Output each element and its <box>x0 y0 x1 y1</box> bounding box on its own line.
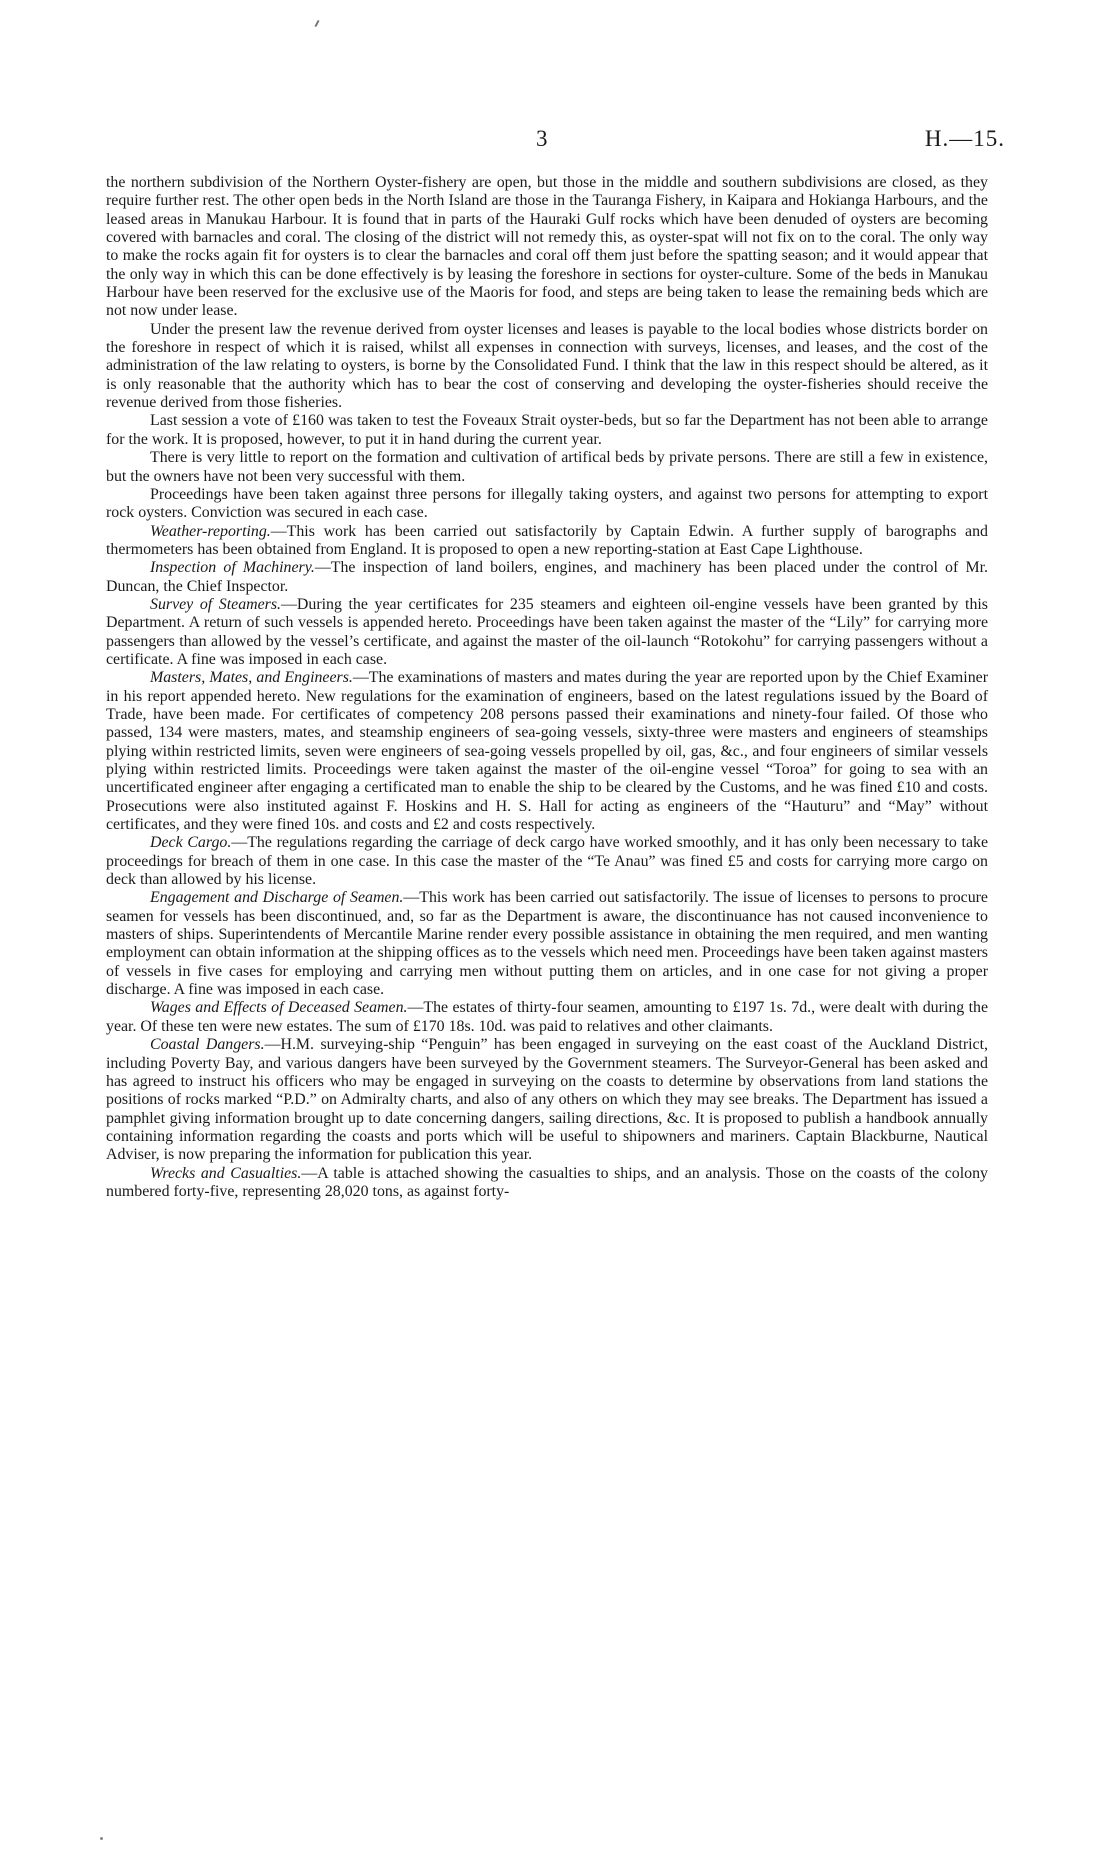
paragraph-text: Proceedings have been taken against three persons for illegally taking oysters, and against two persons for attempting to export rock oysters. Conviction was secured in each case. <box>106 485 988 522</box>
paragraph-text: —H.M. surveying-ship “Penguin” has been engaged in surveying on the east coast of the Auckland District, including Poverty Bay, and various dangers have been surveyed by the Government steamers. The Surveyor-General has been asked and has agreed to instruct his officers who may be engaged in surveying on the coasts to determine by observations from land stations the positions of rocks marked “P.D.” on Admiralty charts, and also of any others on which they may see breaks. The Department has issued a pamphlet giving information brought up to date concerning dangers, sailing directions, &c. It is proposed to publish a handbook annually containing information regarding the coasts and ports which will be useful to shipowners and mariners. Captain Blackburne, Nautical Adviser, is now preparing the information for publication this year. <box>106 1036 988 1164</box>
paragraph-oyster-proceedings <box>106 486 988 523</box>
paragraph-oyster-revenue <box>106 321 988 413</box>
paragraph-text: Last session a vote of £160 was taken to test the Foveaux Strait oyster-beds, but so far the Department has not been able to arrange for the work. It is proposed, however, to put it in hand during the current year. <box>106 412 988 448</box>
paragraph-text: —During the year certificates for 235 steamers and eighteen oil-engine vessels have been granted by this Department. A return of such vessels is appended hereto. Proceedings have been taken against the master of the “Lily” for carrying more passengers than allowed by the vessel’s certificate, and against the master of the oil-launch “Rotokohu” for carrying passengers without a certificate. A fine was imposed in each case. <box>106 595 988 668</box>
paragraph-masters-mates-engineers <box>106 669 988 834</box>
page-number: 3 <box>536 126 548 151</box>
paragraph-text: the northern subdivision of the Northern Oyster-fishery are open, but those in the middle and southern subdivisions are closed, as they require further rest. The other open beds in the North Island are those in the Tauranga Fishery, in Kaipara and Hokianga Harbours, and the leased areas in Manukau Harbour. It is found that in parts of the Hauraki Gulf rocks which have been denuded of oysters are becoming covered with barnacles and coral. The closing of the district will not remedy this, as oyster-spat will not fix on to the coral. The only way to make the rocks again fit for oysters is to clear the barnacles and coral off them just before the spatting season; and it would appear that the only way in which this can be done effectively is by leasing the foreshore in sections for oyster-culture. Some of the beds in Manukau Harbour have been reserved for the exclusive use of the Maoris for food, and steps are being taken to lease the remaining beds which are not now under lease. <box>106 174 988 320</box>
page-header <box>0 126 1114 160</box>
paragraph-text: —The examinations of masters and mates during the year are reported upon by the Chief Examiner in his report appended hereto. New regulations for the examination of engineers, based on the latest regulations issued by the Board of Trade, have been made. For certificates of competency 208 persons passed their examinations and ninety-four failed. Of those who passed, 134 were masters, mates, and steamship engineers of sea-going vessels, sixty-three were masters and engineers of steamships plying within restricted limits, seven were engineers of sea-going vessels propelled by oil, gas, &c., and four engineers of similar vessels plying within restricted limits. Proceedings were taken against the master of the oil-engine vessel “Toroa” for going to sea with an uncertificated engineer after engaging a certificated man to enable the ship to be cleared by the Customs, and he was fined £10 and costs. Prosecutions were also instituted against F. Hoskins and H. S. Hall for acting as engineers of the “Hauturu” and “May” without certificates, and they were fined 10s. and costs and £2 and costs respectively. <box>106 669 988 834</box>
paragraph-engagement-discharge-seamen <box>106 889 988 999</box>
paragraph-text: —The regulations regarding the carriage of deck cargo have worked smoothly, and it has only been necessary to take proceedings for breach of them in one case. In this case the master of the “Te Anau” was fined £5 and costs for carrying more cargo on deck than allowed by his license. <box>106 834 988 889</box>
body-text <box>106 174 988 1201</box>
scan-speck-bottom <box>100 1837 103 1840</box>
paragraph-text: —The inspection of land boilers, engines, and machinery has been placed under the control of Mr. Duncan, the Chief Inspector. <box>106 559 988 595</box>
paragraph-coastal-dangers <box>106 1036 988 1164</box>
section-heading: Survey of Steamers. <box>150 595 282 613</box>
paragraph-wrecks-casualties <box>106 1165 988 1202</box>
section-heading: Coastal Dangers. <box>150 1036 265 1054</box>
section-heading: Engagement and Discharge of Seamen. <box>150 889 404 907</box>
paragraph-oyster-beds <box>106 174 988 321</box>
section-heading: Wages and Effects of Deceased Seamen. <box>150 999 408 1017</box>
paragraph-artificial-beds <box>106 449 988 486</box>
section-heading: Inspection of Machinery. <box>150 559 315 577</box>
section-heading: Masters, Mates, and Engineers. <box>150 669 353 687</box>
document-reference: H.—15. <box>924 126 1005 151</box>
section-heading: Weather-reporting. <box>150 522 271 540</box>
paragraph-text: —This work has been carried out satisfactorily. The issue of licenses to persons to procure seamen for vessels has been discontinued, and, so far as the Department is aware, the discontinuance has not caused inconvenience to masters of ships. Superintendents of Mercantile Marine render every possible assistance in obtaining the men required, and men wanting employment can obtain information at the shipping offices as to the vessels which need men. Proceedings have been taken against masters of vessels in five cases for employing and carrying men without putting them on articles, and in one case for not giving a proper discharge. A fine was imposed in each case. <box>106 889 988 999</box>
scan-speck-top <box>314 20 319 27</box>
paragraph-text: —This work has been carried out satisfactorily by Captain Edwin. A further supply of barographs and thermometers has been obtained from England. It is proposed to open a new reporting-station at East Cape Lighthouse. <box>106 522 988 558</box>
paragraph-text: —A table is attached showing the casualties to ships, and an analysis. Those on the coasts of the colony numbered forty-five, representing 28,020 tons, as against forty- <box>106 1164 988 1200</box>
paragraph-wages-deceased-seamen <box>106 999 988 1036</box>
paragraph-weather-reporting <box>106 523 988 560</box>
paragraph-deck-cargo <box>106 834 988 889</box>
paragraph-text: —The estates of thirty-four seamen, amounting to £197 1s. 7d., were dealt with during the year. Of these ten were new estates. The sum of £170 18s. 10d. was paid to relatives and other claimants. <box>106 999 989 1035</box>
paragraph-survey-of-steamers <box>106 596 988 669</box>
section-heading: Deck Cargo. <box>150 834 232 852</box>
paragraph-inspection-of-machinery <box>106 559 988 596</box>
paragraph-foveaux-strait <box>106 412 988 449</box>
section-heading: Wrecks and Casualties. <box>150 1164 302 1182</box>
paragraph-text: There is very little to report on the formation and cultivation of artifical beds by private persons. There are still a few in existence, but the owners have not been very successful with them. <box>106 449 988 485</box>
paragraph-text: Under the present law the revenue derived from oyster licenses and leases is payable to the local bodies whose districts border on the foreshore in respect of which it is raised, whilst all expenses in connection with surveys, licenses, and leases, and the cost of the administration of the law relating to oysters, is borne by the Consolidated Fund. I think that the law in this respect should be altered, as it is only reasonable that the authority which has to bear the cost of conserving and developing the oyster-fisheries should receive the revenue derived from those fisheries. <box>106 320 988 412</box>
